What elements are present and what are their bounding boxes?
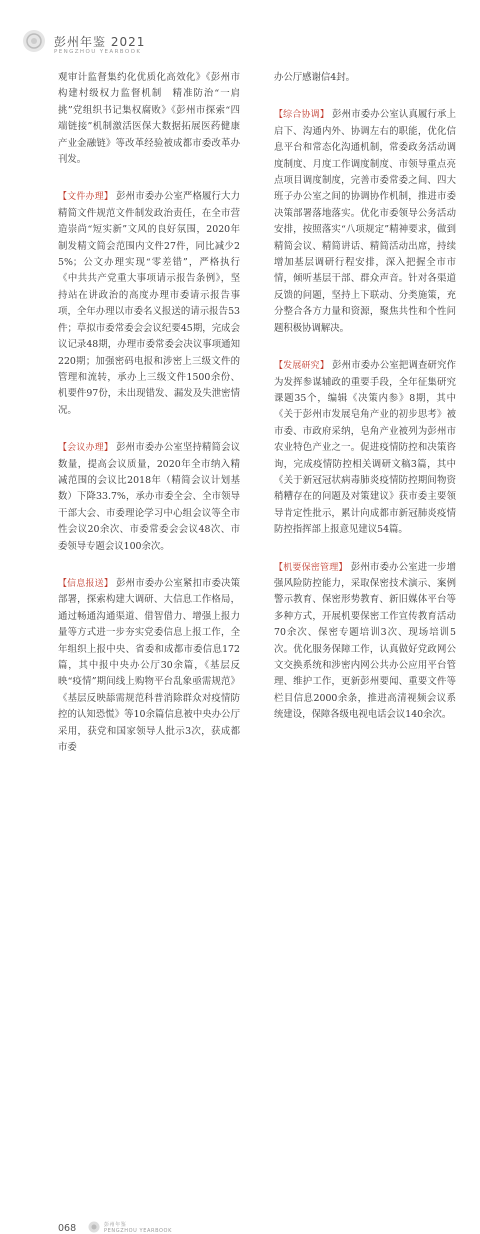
paragraph — [274, 358, 456, 538]
paragraph-body: 彭州市委办公室把调查研究作为发挥参谋辅政的重要手段，全年征集研究课题35个，编辑《决策内参》8期，其中《关于彭州市发展皂角产业的初步思考》被市委、市政府采纳，皂角产业被列为彭州市农业特色产业之一。促进疫情防控和决策咨询，完成疫情防控相关调研文稿3篇，其中《关于新冠冠状病毒肺炎疫情防控期间物资稍糟存在的问题及对策建议》获市委主要领导肯定性批示，累计向成都市新冠肺炎疫情防控指挥部上报意见建议54篇。 — [274, 360, 456, 536]
paragraph-body: 观审计监督集约化优质化高效化》《彭州市构建村级权力监督机制 精准防治“一肩挑”党组织书记集权腐败》《彭州市探索“四端链接”机制激活医保大数据拓展医药健康产业金融链》等改革经验被成都市委改革办刊发。 — [58, 72, 240, 166]
paragraph-body: 彭州市委办公室坚持精简会议数量，提高会议质量，2020年全市纳入精减范围的会议比2018年（精简会议计划基数）下降33.7%，承办市委全会、全市领导干部大会、市委理论学习中心组会议等全市性会议20余次、市委常委会会议48次、市委领导专题会议100余次。 — [58, 442, 240, 552]
footer-book-name-cn: 彭州年鉴 — [104, 1222, 127, 1228]
yearbook-title: 彭州年鉴 2021 — [54, 35, 146, 49]
paragraph — [58, 440, 240, 555]
paragraph-body: 彭州市委办公室进一步增强风险防控能力，采取保密技术演示、案例警示教育、保密形势教育、新旧媒体平台等多种方式，开展机要保密工作宣传教育活动70余次、保密专题培训3次、现场培训5次。优化服务保障工作，认真做好党政网公文交换系统和涉密内网公共办公应用平台管理、维护工作，更新彭州要闻、重要文件等栏目信息2000余条，推进高清视频会议系统建设，保障各级电视电话会议140余次。 — [274, 561, 456, 721]
right-column — [274, 70, 456, 745]
section-tag: 【综合协调】 — [274, 110, 329, 121]
section-tag: 【发展研究】 — [274, 361, 329, 372]
paragraph-body: 彭州市委办公室紧扣市委决策部署，探索构建大调研、大信息工作格局，通过畅通沟通渠道、借智借力、增强上报力量等方式进一步夯实党委信息上报工作，全年组织上报中央、省委和成都市委信息172篇，其中报中央办公厅30余篇，《基层反映“疫情”期间线上购物平台乱象亟需规范》《基层反映舔需规范科普消除群众对疫情防控的认知恐慌》等10余篇信息被中央办公厅采用，获党和国家领导人批示3次，获成都市委 — [58, 577, 240, 754]
yearbook-subtitle: PENGZHOU YEARBOOK — [54, 49, 142, 55]
paragraph — [58, 70, 240, 168]
paragraph — [58, 576, 240, 756]
paragraph — [274, 70, 456, 86]
section-tag: 【文件办理】 — [58, 192, 113, 203]
paragraph-body: 彭州市委办公室严格履行大力精简文件规范文件制发政治责任，在全市营造崇尚“短实新”文风的良好氛围，2020年制发精文简会范围内文件27件，同比减少25%；公文办理实现“零差错”，严格执行《中共共产党重大事项请示报告条例》，坚持站在讲政治的高度办理市委请示报告事项，全年办理以市委名义报送的请示报告53件；草拟市委常委会会议纪要45期，完成会议记录48期，办理市委常委会决议事项通知220期；加强密码电报和涉密上三级文件的管理和流转，承办上三级文件1500余份、机要件97份，未出现错发、漏发及失泄密情况。 — [58, 191, 240, 416]
section-tag: 【会议办理】 — [58, 443, 113, 454]
section-tag: 【信息报送】 — [58, 578, 113, 589]
paragraph — [274, 560, 456, 724]
footer-book-name-en: PENGZHOU YEARBOOK — [104, 1228, 172, 1234]
footer-emblem-icon — [88, 1221, 100, 1233]
paragraph — [58, 189, 240, 419]
page-header — [0, 0, 480, 58]
paragraph-body: 办公厅感谢信4封。 — [274, 72, 355, 83]
section-tag: 【机要保密管理】 — [274, 562, 348, 573]
footer-book-name — [104, 1222, 172, 1234]
page-number: 068 — [58, 1223, 77, 1234]
paragraph-body: 彭州市委办公室认真履行承上启下、沟通内外、协调左右的职能，优化信息平台和常态化沟通机制，常委政务活动调度制度、月度工作调度制度、市领导重点亮点项目调度制度，完善市委常委之间、四大班子办公室之间的协调协作机制，推进市委决策部署落地落实。优化市委领导公务活动安排，按照落实“八项规定”精神要求，做到精简会议、精简讲话、精简活动出席，持续增加基层调研行程安排，深入把握全市市情，倾听基层干部、群众声音。针对各渠道反馈的问题，坚持上下联动、分类施策，充分整合各方力量和资源，聚焦共性和个性问题积极协调解决。 — [274, 109, 456, 334]
yearbook-emblem-icon — [22, 29, 46, 53]
left-column — [58, 70, 240, 777]
paragraph — [274, 107, 456, 337]
